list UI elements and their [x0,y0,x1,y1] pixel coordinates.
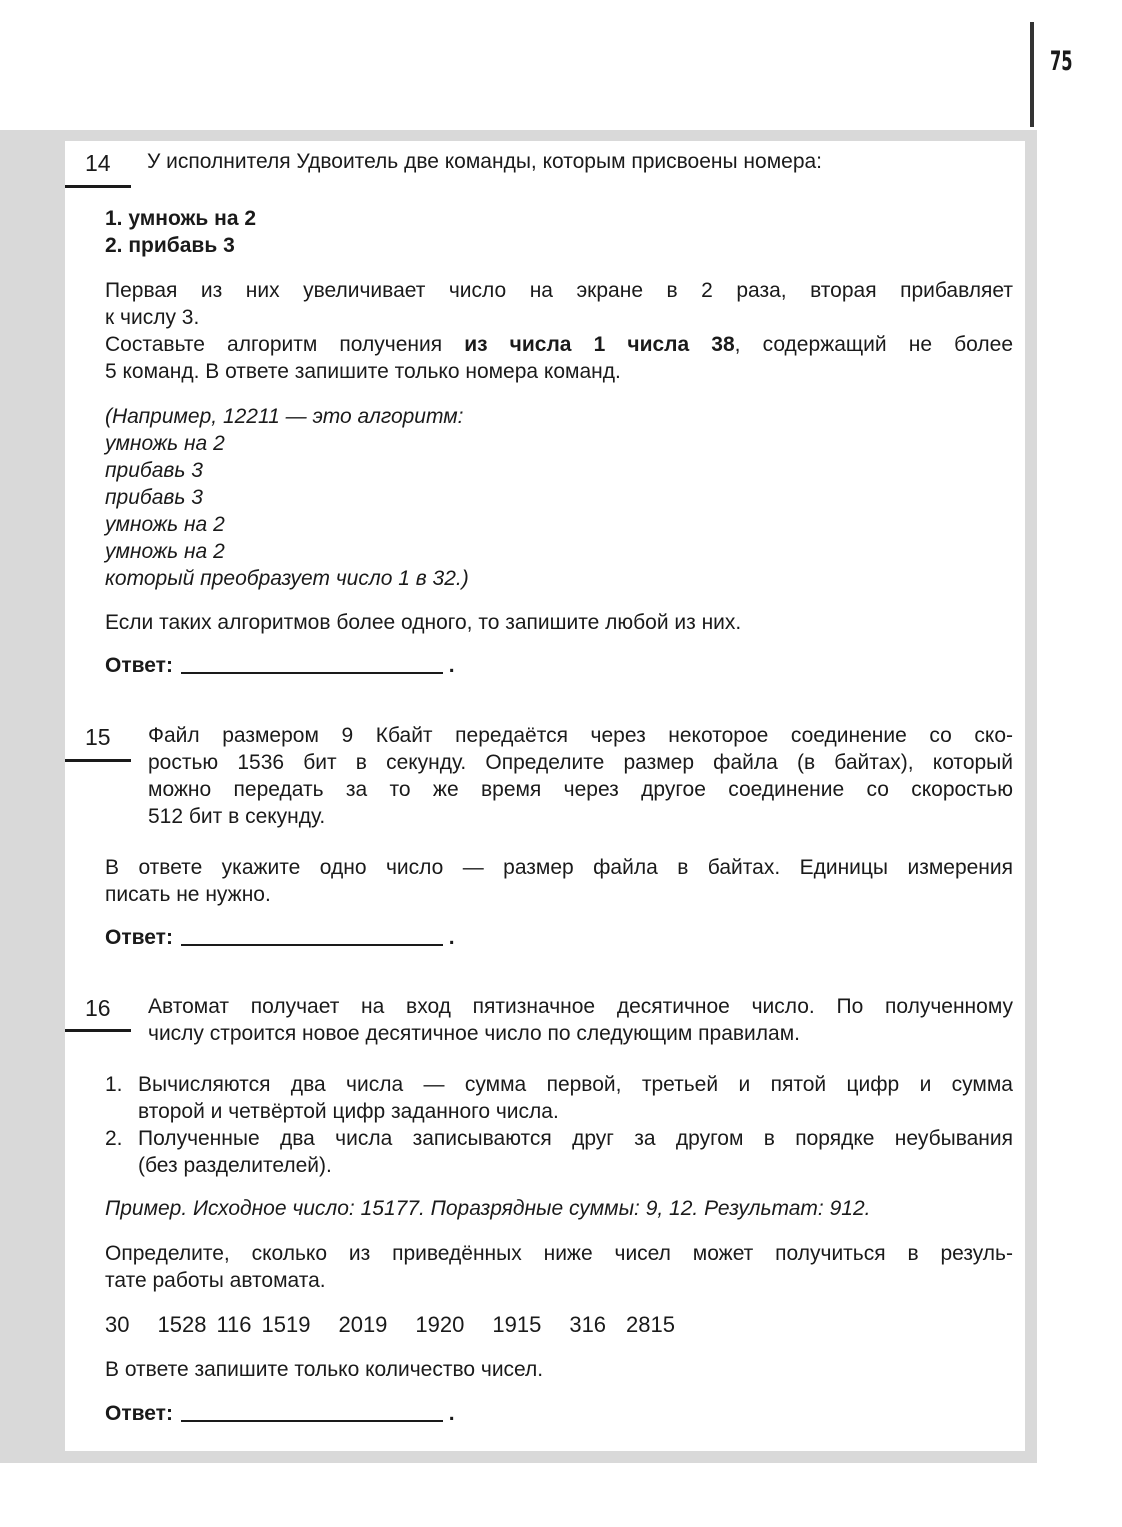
candidate-number: 2815 [626,1312,675,1337]
answer-blank[interactable] [181,654,443,674]
rule-1-marker: 1. [105,1073,123,1096]
task-16-number: 16 [85,995,111,1021]
rule-2-marker: 2. [105,1127,123,1150]
rule-1-line: второй и четвёртой цифр заданного числа. [138,1100,559,1123]
task-15-number: 15 [85,724,111,750]
task-14-example-line: умножь на 2 [105,432,225,455]
task-14-intro: У исполнителя Удвоитель две команды, которым присвоены номера: [147,150,823,173]
rule-2-line: Полученные два числа записываются друг за другом в порядке неубывания [138,1127,1013,1150]
candidate-number: 30 [105,1312,130,1337]
task-14-para-line: к числу 3. [105,306,200,329]
candidate-number: 1915 [492,1312,542,1337]
candidate-number: 1920 [415,1312,465,1337]
candidate-number: 116 [216,1312,252,1337]
task-16-example: Пример. Исходное число: 15177. Поразрядные суммы: 9, 12. Результат: 912. [105,1197,871,1220]
candidate-number: 316 [569,1312,607,1337]
rule-1-line: Вычисляются два числа — сумма первой, третьей и пятой цифр и сумма [138,1073,1013,1096]
task-14-text: , содержащий не более [734,333,1013,356]
task-14-para-line [105,331,1013,358]
answer-label: Ответ: [105,1402,173,1425]
task-14-number-underline [65,185,131,188]
answer-label: Ответ: [105,654,173,677]
task-15-answer: Ответ: . [105,926,455,949]
rule-2-line: (без разделителей). [138,1154,332,1177]
candidate-number: 1519 [261,1312,311,1337]
task-16-text-line: числу строится новое десятичное число по следующим правилам. [148,1022,800,1045]
task-14-para-line: 5 команд. В ответе запишите только номера команд. [105,360,621,383]
candidate-number: 2019 [338,1312,388,1337]
task-14-example-line: прибавь 3 [105,486,203,509]
task-15-instruction-line: В ответе укажите одно число — размер файла в байтах. Единицы измерения [105,856,1013,879]
answer-blank[interactable] [181,1402,443,1422]
task-15-text-line: ростью 1536 бит в секунду. Определите размер файла (в байтах), который [148,751,1013,774]
page-margin-rule [1030,22,1034,127]
page-number: 75 [1050,46,1073,77]
task-16-instruction: В ответе запишите только количество чисел. [105,1358,544,1381]
task-14-note: Если таких алгоритмов более одного, то запишите любой из них. [105,611,742,634]
task-14-example-line: (Например, 12211 — это алгоритм: [105,405,464,428]
task-14-command-2: 2. прибавь 3 [105,234,235,257]
task-15-number-underline [65,759,131,762]
task-16-number-list [105,1311,1013,1338]
task-14-example-line: умножь на 2 [105,540,225,563]
task-14-example-line: прибавь 3 [105,459,203,482]
task-16-question-line: тате работы автомата. [105,1269,326,1292]
task-14-command-1: 1. умножь на 2 [105,207,257,230]
task-15-text-line: Файл размером 9 Кбайт передаётся через некоторое соединение со ско- [148,724,1013,747]
task-14-example-line: умножь на 2 [105,513,225,536]
task-15-text-line: можно передать за то же время через другое соединение со скоростью [148,778,1013,801]
task-15-text-line: 512 бит в секунду. [148,805,326,828]
answer-label: Ответ: [105,926,173,949]
task-14-example-line: который преобразует число 1 в 32.) [105,567,469,590]
task-16-number-underline [65,1029,131,1032]
answer-blank[interactable] [181,926,443,946]
task-14-text: Составьте алгоритм получения [105,333,443,356]
task-14-number: 14 [85,150,111,176]
task-15-instruction-line: писать не нужно. [105,883,271,906]
task-14-para-line: Первая из них увеличивает число на экране в 2 раза, вторая прибавляет [105,279,1013,302]
task-16-answer: Ответ: . [105,1402,455,1425]
task-14-answer: Ответ: . [105,654,455,677]
task-16-question-line: Определите, сколько из приведённых ниже чисел может получиться в резуль- [105,1242,1013,1265]
task-16-text-line: Автомат получает на вход пятизначное десятичное число. По полученному [148,995,1013,1018]
task-14-bold-goal: из числа 1 числа 38 [464,333,735,356]
candidate-number: 1528 [157,1312,207,1337]
